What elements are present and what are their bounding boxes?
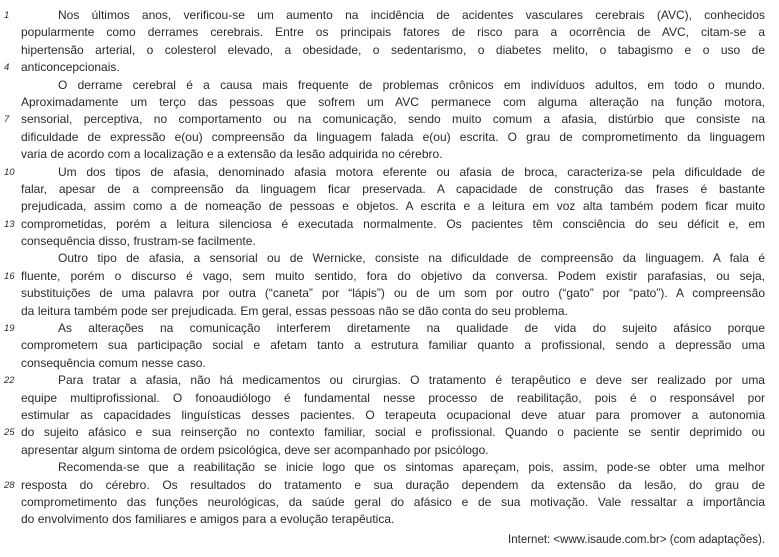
line-number: 13 (4, 218, 15, 230)
text-line: da leitura também pode ser prejudicada. Em geral, essas pessoas não se dão conta do seu problema. (21, 303, 568, 318)
text-line: prejudicada, assim como a de nomeação de pessoas e objetos. A escrita e a leitura em voz alta também podem ficar muito (21, 199, 765, 214)
source-citation: Internet: <www.isaude.com.br> (com adaptações). (508, 534, 765, 546)
text-line: consequência comum nesse caso. (21, 355, 206, 370)
text-body (4, 7, 765, 529)
text-line: do envolvimento dos familiares e amigos para a evolução terapêutica. (21, 512, 395, 527)
text-line: 13 comprometidas, porém a leitura silenciosa é executada normalmente. Os pacientes têm consciência do seu déficit e, em (4, 216, 765, 231)
text-line: apresentar algum sintoma de ordem psicológica, deve ser acompanhado por psicólogo. (21, 442, 489, 457)
line-number: 16 (4, 270, 15, 282)
text-line: Outro tipo de afasia, a sensorial ou de Wernicke, consiste na dificuldade de compreensão da linguagem. A fala é (58, 251, 765, 266)
text-line: 4 anticoncepcionais. (4, 60, 120, 75)
text-line: consequência disso, frustram-se facilmente. (21, 234, 256, 249)
line-number: 1 (4, 10, 10, 21)
text-line: estimular as capacidades linguísticas desses pacientes. O terapeuta ocupacional deve atuar para promover a autonomia (21, 407, 765, 422)
text-line: popularmente como derrames cerebrais. Entre os principais fatores de risco para a ocorrência de AVC, citam-se a (21, 25, 765, 40)
text-line: 28 resposta do cérebro. Os resultados do tratamento e sua duração dependem da extensão da lesão, do grau de (4, 477, 765, 492)
line-number: 10 (4, 166, 15, 178)
text-line: comprometimento das funções neurológicas, da saúde geral do afásico e de sua motivação. Vale ressaltar a importância (21, 494, 765, 509)
text-line: equipe multiprofissional. O fonoaudiólogo é fundamental nesse processo de reabilitação, pois é o responsável por (21, 390, 765, 405)
text-line: 22 Para tratar a afasia, não há medicamentos ou cirurgias. O tratamento é terapêutico e deve ser realizado por uma (4, 373, 765, 388)
line-number: 7 (4, 114, 10, 126)
text-line: Aproximadamente um terço das pessoas que sofrem um AVC permanece com alguma alteração na função motora, (21, 94, 765, 109)
text-line: hipertensão arterial, o colesterol elevado, a obesidade, o sedentarismo, o diabetes melito, o tabagismo e o uso de (21, 42, 765, 57)
text-line: 19 As alterações na comunicação interferem diretamente na qualidade de vida do sujeito afásico porque (4, 321, 765, 336)
line-number: 22 (4, 375, 15, 387)
line-number: 4 (4, 62, 10, 74)
text-line: 7 sensorial, perceptiva, no comportamento ou na comunicação, sendo muito comum a afasia, distúrbio que consiste na (4, 112, 765, 127)
text-line: dificuldade de expressão e(ou) compreensão da linguagem falada e(ou) escrita. O grau de comprometimento da linguagem (21, 129, 765, 144)
text-line: 10 Um dos tipos de afasia, denominado afasia motora eferente ou afasia de broca, caracteriza-se pela dificuldade de (4, 164, 765, 179)
line-number: 25 (4, 427, 15, 439)
text-line: 25 do sujeito afásico e sua reinserção no contexto familiar, social e profissional. Quando o paciente se sentir deprimido ou (4, 425, 765, 440)
text-line: Recomenda-se que a reabilitação se inicie logo que os sintomas apareçam, pois, assim, pode-se obter uma melhor (58, 460, 765, 475)
text-line: 1 Nos últimos anos, verificou-se um aumento na incidência de acidentes vasculares cerebrais (AVC), conhecidos (4, 8, 765, 22)
line-number: 28 (4, 479, 15, 491)
text-line: O derrame cerebral é a causa mais frequente de problemas crônicos em indivíduos adultos, em todo o mundo. (58, 77, 765, 92)
line-number: 19 (4, 323, 15, 335)
text-line: falar, apesar de a compreensão da linguagem ficar preservada. A capacidade de construção das frases é bastante (21, 181, 765, 196)
text-line: substituições de uma palavra por outra (“caneta” por “lápis”) ou de um som por outro (“gato” por “pato”). A compreensão (21, 286, 765, 301)
text-line: 16 fluente, porém o discurso é vago, sem muito sentido, fora do objetivo da conversa. Podem existir parafasias, ou seja, (4, 268, 765, 283)
text-line: varia de acordo com a localização e a extensão da lesão adquirida no cérebro. (21, 147, 443, 162)
text-line: comprometem sua participação social e afetam tanto a estrutura familiar quanto a profissional, sendo a depressão uma (21, 338, 765, 353)
